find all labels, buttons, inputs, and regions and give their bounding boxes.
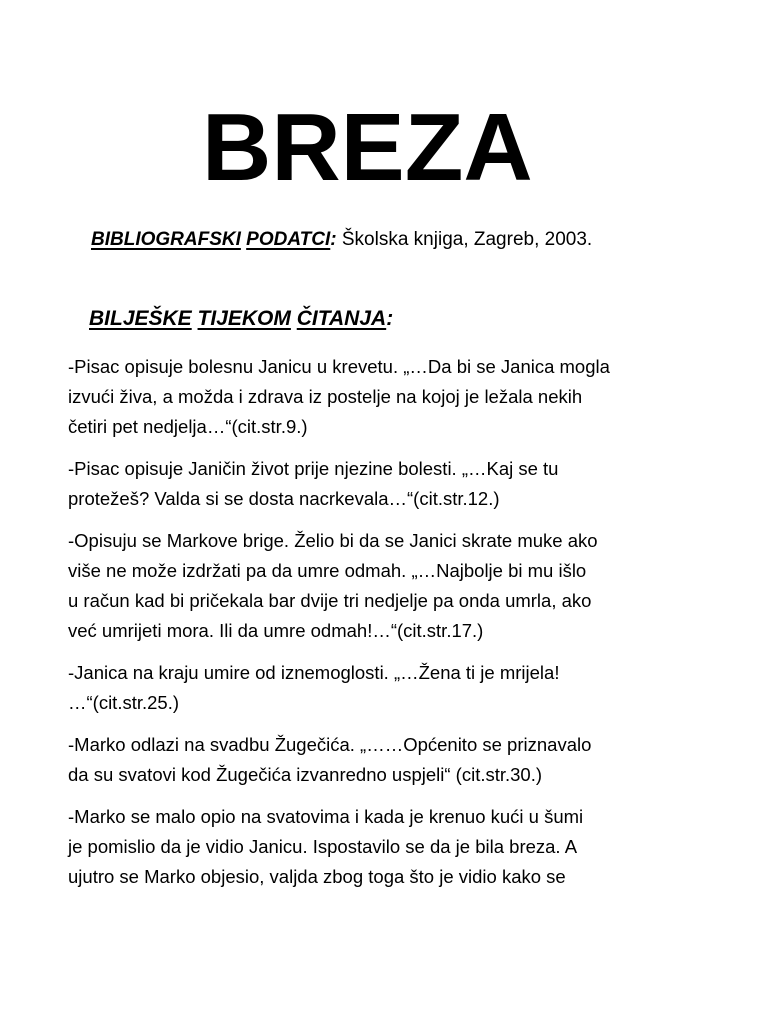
bibliography-line (91, 226, 592, 254)
note-line: četiri pet nedjelja…“(cit.str.9.) (68, 416, 308, 437)
document-title: BREZA (202, 94, 533, 201)
note-line: izvući živa, a možda i zdrava iz postelje na kojoj je ležala nekih (68, 386, 583, 407)
note-line: -Opisuju se Markove brige. Želio bi da se Janici skrate muke ako (68, 530, 598, 551)
note-line: da su svatovi kod Žugečića izvanredno uspjeli“ (cit.str.30.) (68, 764, 543, 785)
notes-heading-colon: : (386, 307, 394, 330)
note-line: već umrijeti mora. Ili da umre odmah!…“(cit.str.17.) (68, 620, 484, 641)
notes-heading (89, 304, 393, 334)
bibliography-label-word: BIBLIOGRAFSKI (91, 229, 241, 250)
note-line: -Pisac opisuje bolesnu Janicu u krevetu. „…Da bi se Janica mogla (68, 356, 610, 377)
note-paragraph (68, 454, 708, 514)
note-paragraph (68, 730, 708, 790)
note-paragraph (68, 352, 708, 442)
note-line: -Marko odlazi na svadbu Žugečića. „……Općenito se priznavalo (68, 734, 592, 755)
note-line: -Marko se malo opio na svatovima i kada je krenuo kući u šumi (68, 806, 584, 827)
notes-heading-word: BILJEŠKE (89, 307, 192, 330)
notes-list (68, 352, 708, 904)
note-line: …“(cit.str.25.) (68, 692, 180, 713)
note-line: u račun kad bi pričekala bar dvije tri nedjelje pa onda umrla, ako (68, 590, 592, 611)
bibliography-label (91, 229, 337, 250)
bibliography-label-word: PODATCI (246, 229, 331, 250)
note-paragraph (68, 526, 708, 646)
note-paragraph (68, 802, 708, 892)
note-line: je pomislio da je vidio Janicu. Ispostavilo se da je bila breza. A (68, 836, 578, 857)
note-line: ujutro se Marko objesio, valjda zbog toga što je vidio kako se (68, 866, 566, 887)
notes-heading-word: TIJEKOM (197, 307, 291, 330)
bibliography-value: Školska knjiga, Zagreb, 2003. (336, 229, 593, 250)
note-line: -Janica na kraju umire od iznemoglosti. „…Žena ti je mrijela! (68, 662, 560, 683)
note-line: -Pisac opisuje Janičin život prije njezine bolesti. „…Kaj se tu (68, 458, 559, 479)
note-line: protežeš? Valda si se dosta nacrkevala…“(cit.str.12.) (68, 488, 500, 509)
bibliography-label-colon: : (330, 229, 337, 250)
notes-heading-word: ČITANJA (296, 307, 387, 330)
note-line: više ne može izdržati pa da umre odmah. „…Najbolje bi mu išlo (68, 560, 587, 581)
note-paragraph (68, 658, 708, 718)
